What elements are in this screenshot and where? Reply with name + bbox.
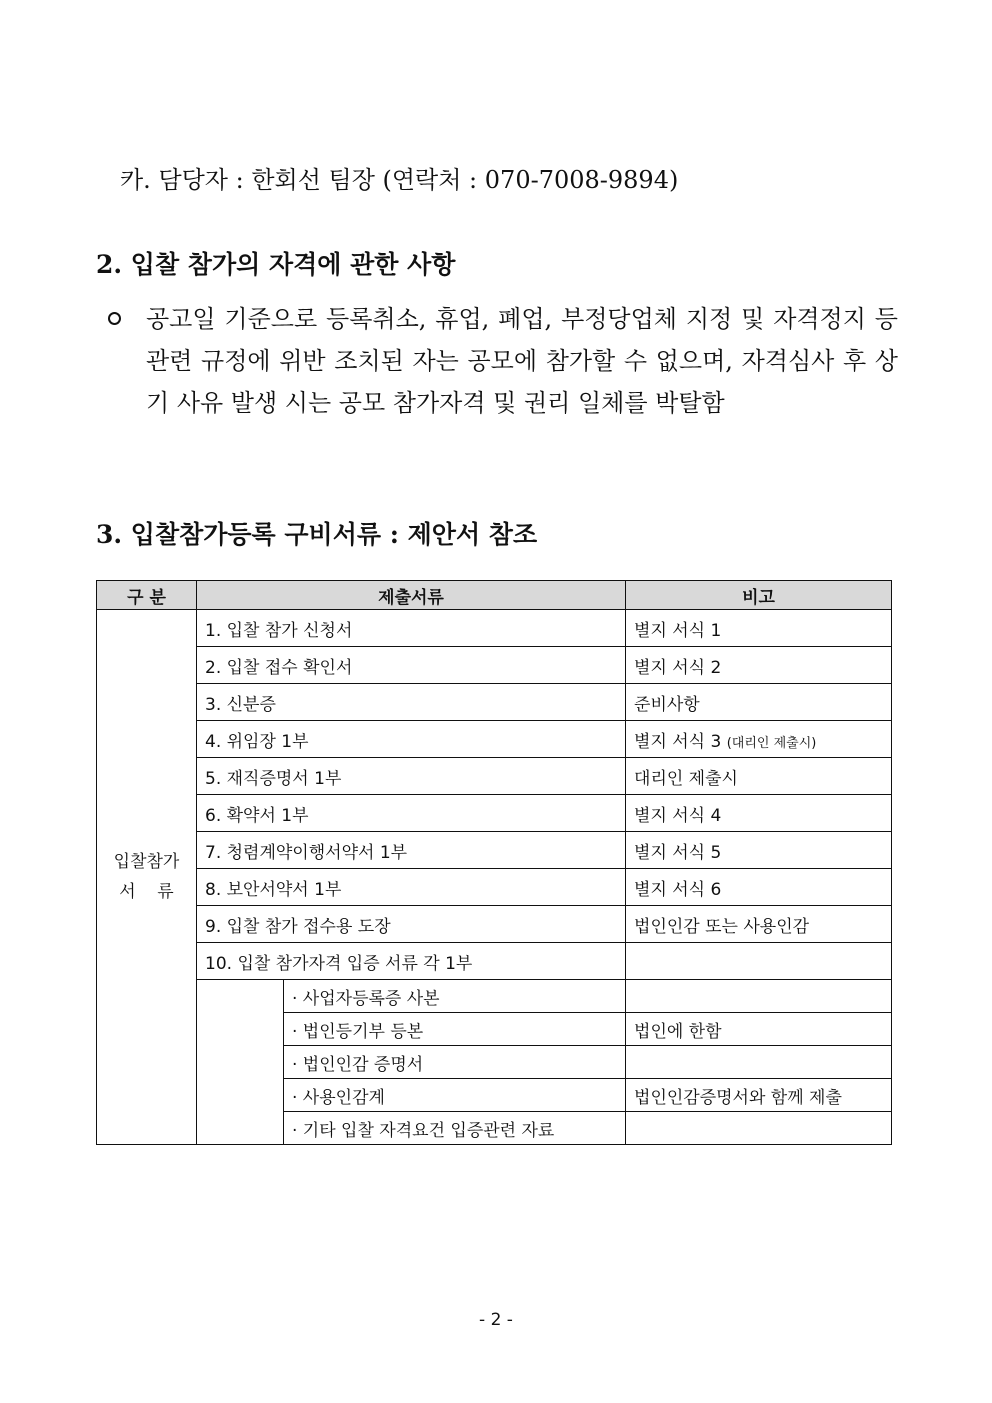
header-remarks: 비고 — [626, 581, 892, 610]
sub-doc-cell: · 사용인감계 — [284, 1079, 626, 1112]
sub-note-cell — [626, 980, 892, 1013]
doc-cell: 9. 입찰 참가 접수용 도장 — [197, 906, 626, 943]
group-cell — [97, 610, 197, 1145]
note-cell: 법인인감 또는 사용인감 — [626, 906, 892, 943]
doc-cell: 7. 청렴계약이행서약서 1부 — [197, 832, 626, 869]
doc-cell: 4. 위임장 1부 — [197, 721, 626, 758]
note-cell: 별지 서식 2 — [626, 647, 892, 684]
sub-doc-cell: · 기타 입찰 자격요건 입증관련 자료 — [284, 1112, 626, 1145]
group-label-line2: 서 류 — [119, 882, 174, 902]
note-small-text: (대리인 제출시) — [726, 735, 817, 751]
note-cell: 별지 서식 5 — [626, 832, 892, 869]
table-row — [97, 795, 892, 832]
table-row — [97, 943, 892, 980]
note-cell — [626, 943, 892, 980]
doc-cell: 3. 신분증 — [197, 684, 626, 721]
note-cell: 대리인 제출시 — [626, 758, 892, 795]
sub-note-cell — [626, 1046, 892, 1079]
table-sub-row — [97, 980, 892, 1013]
sub-note-cell: 법인에 한함 — [626, 1013, 892, 1046]
sub-note-cell — [626, 1112, 892, 1145]
doc-cell: 1. 입찰 참가 신청서 — [197, 610, 626, 647]
header-category: 구 분 — [97, 581, 197, 610]
section-3-heading: 3. 입찰참가등록 구비서류 : 제안서 참조 — [96, 520, 538, 549]
section-2-paragraph: 공고일 기준으로 등록취소, 휴업, 폐업, 부정당업체 지정 및 자격정지 등 관련 규정에 위반 조치된 자는 공모에 참가할 수 없으며, 자격심사 후 상기 사유 발생 시는 공모 참가자격 및 권리 일체를 박탈함 — [146, 305, 898, 417]
doc-cell: 10. 입찰 참가자격 입증 서류 각 1부 — [197, 943, 626, 980]
note-cell: 별지 서식 1 — [626, 610, 892, 647]
documents-table — [96, 580, 892, 1145]
group-label-line1: 입찰참가 — [113, 852, 180, 872]
sub-doc-cell: · 법인인감 증명서 — [284, 1046, 626, 1079]
page-number: - 2 - — [479, 1310, 513, 1330]
note-cell: 별지 서식 6 — [626, 869, 892, 906]
table-row — [97, 721, 892, 758]
doc-cell: 6. 확약서 1부 — [197, 795, 626, 832]
sub-note-cell: 법인인감증명서와 함께 제출 — [626, 1079, 892, 1112]
table-row — [97, 684, 892, 721]
table-row — [97, 610, 892, 647]
table-row — [97, 647, 892, 684]
circle-bullet-icon — [108, 312, 121, 325]
note-cell: 준비사항 — [626, 684, 892, 721]
table-row — [97, 906, 892, 943]
note-text: 별지 서식 3 — [634, 731, 722, 752]
note-cell: 별지 서식 4 — [626, 795, 892, 832]
contact-line: 카. 담당자 : 한회선 팀장 (연락처 : 070-7008-9894) — [120, 166, 679, 194]
table-header-row — [97, 581, 892, 610]
table-row — [97, 869, 892, 906]
doc-cell: 8. 보안서약서 1부 — [197, 869, 626, 906]
doc-cell: 2. 입찰 접수 확인서 — [197, 647, 626, 684]
header-documents: 제출서류 — [197, 581, 626, 610]
doc-cell: 5. 재직증명서 1부 — [197, 758, 626, 795]
indent-cell — [197, 980, 284, 1145]
sub-doc-cell: · 법인등기부 등본 — [284, 1013, 626, 1046]
section-2-heading: 2. 입찰 참가의 자격에 관한 사항 — [96, 250, 456, 279]
note-cell — [626, 721, 892, 758]
sub-doc-cell: · 사업자등록증 사본 — [284, 980, 626, 1013]
table-row — [97, 832, 892, 869]
table-row — [97, 758, 892, 795]
